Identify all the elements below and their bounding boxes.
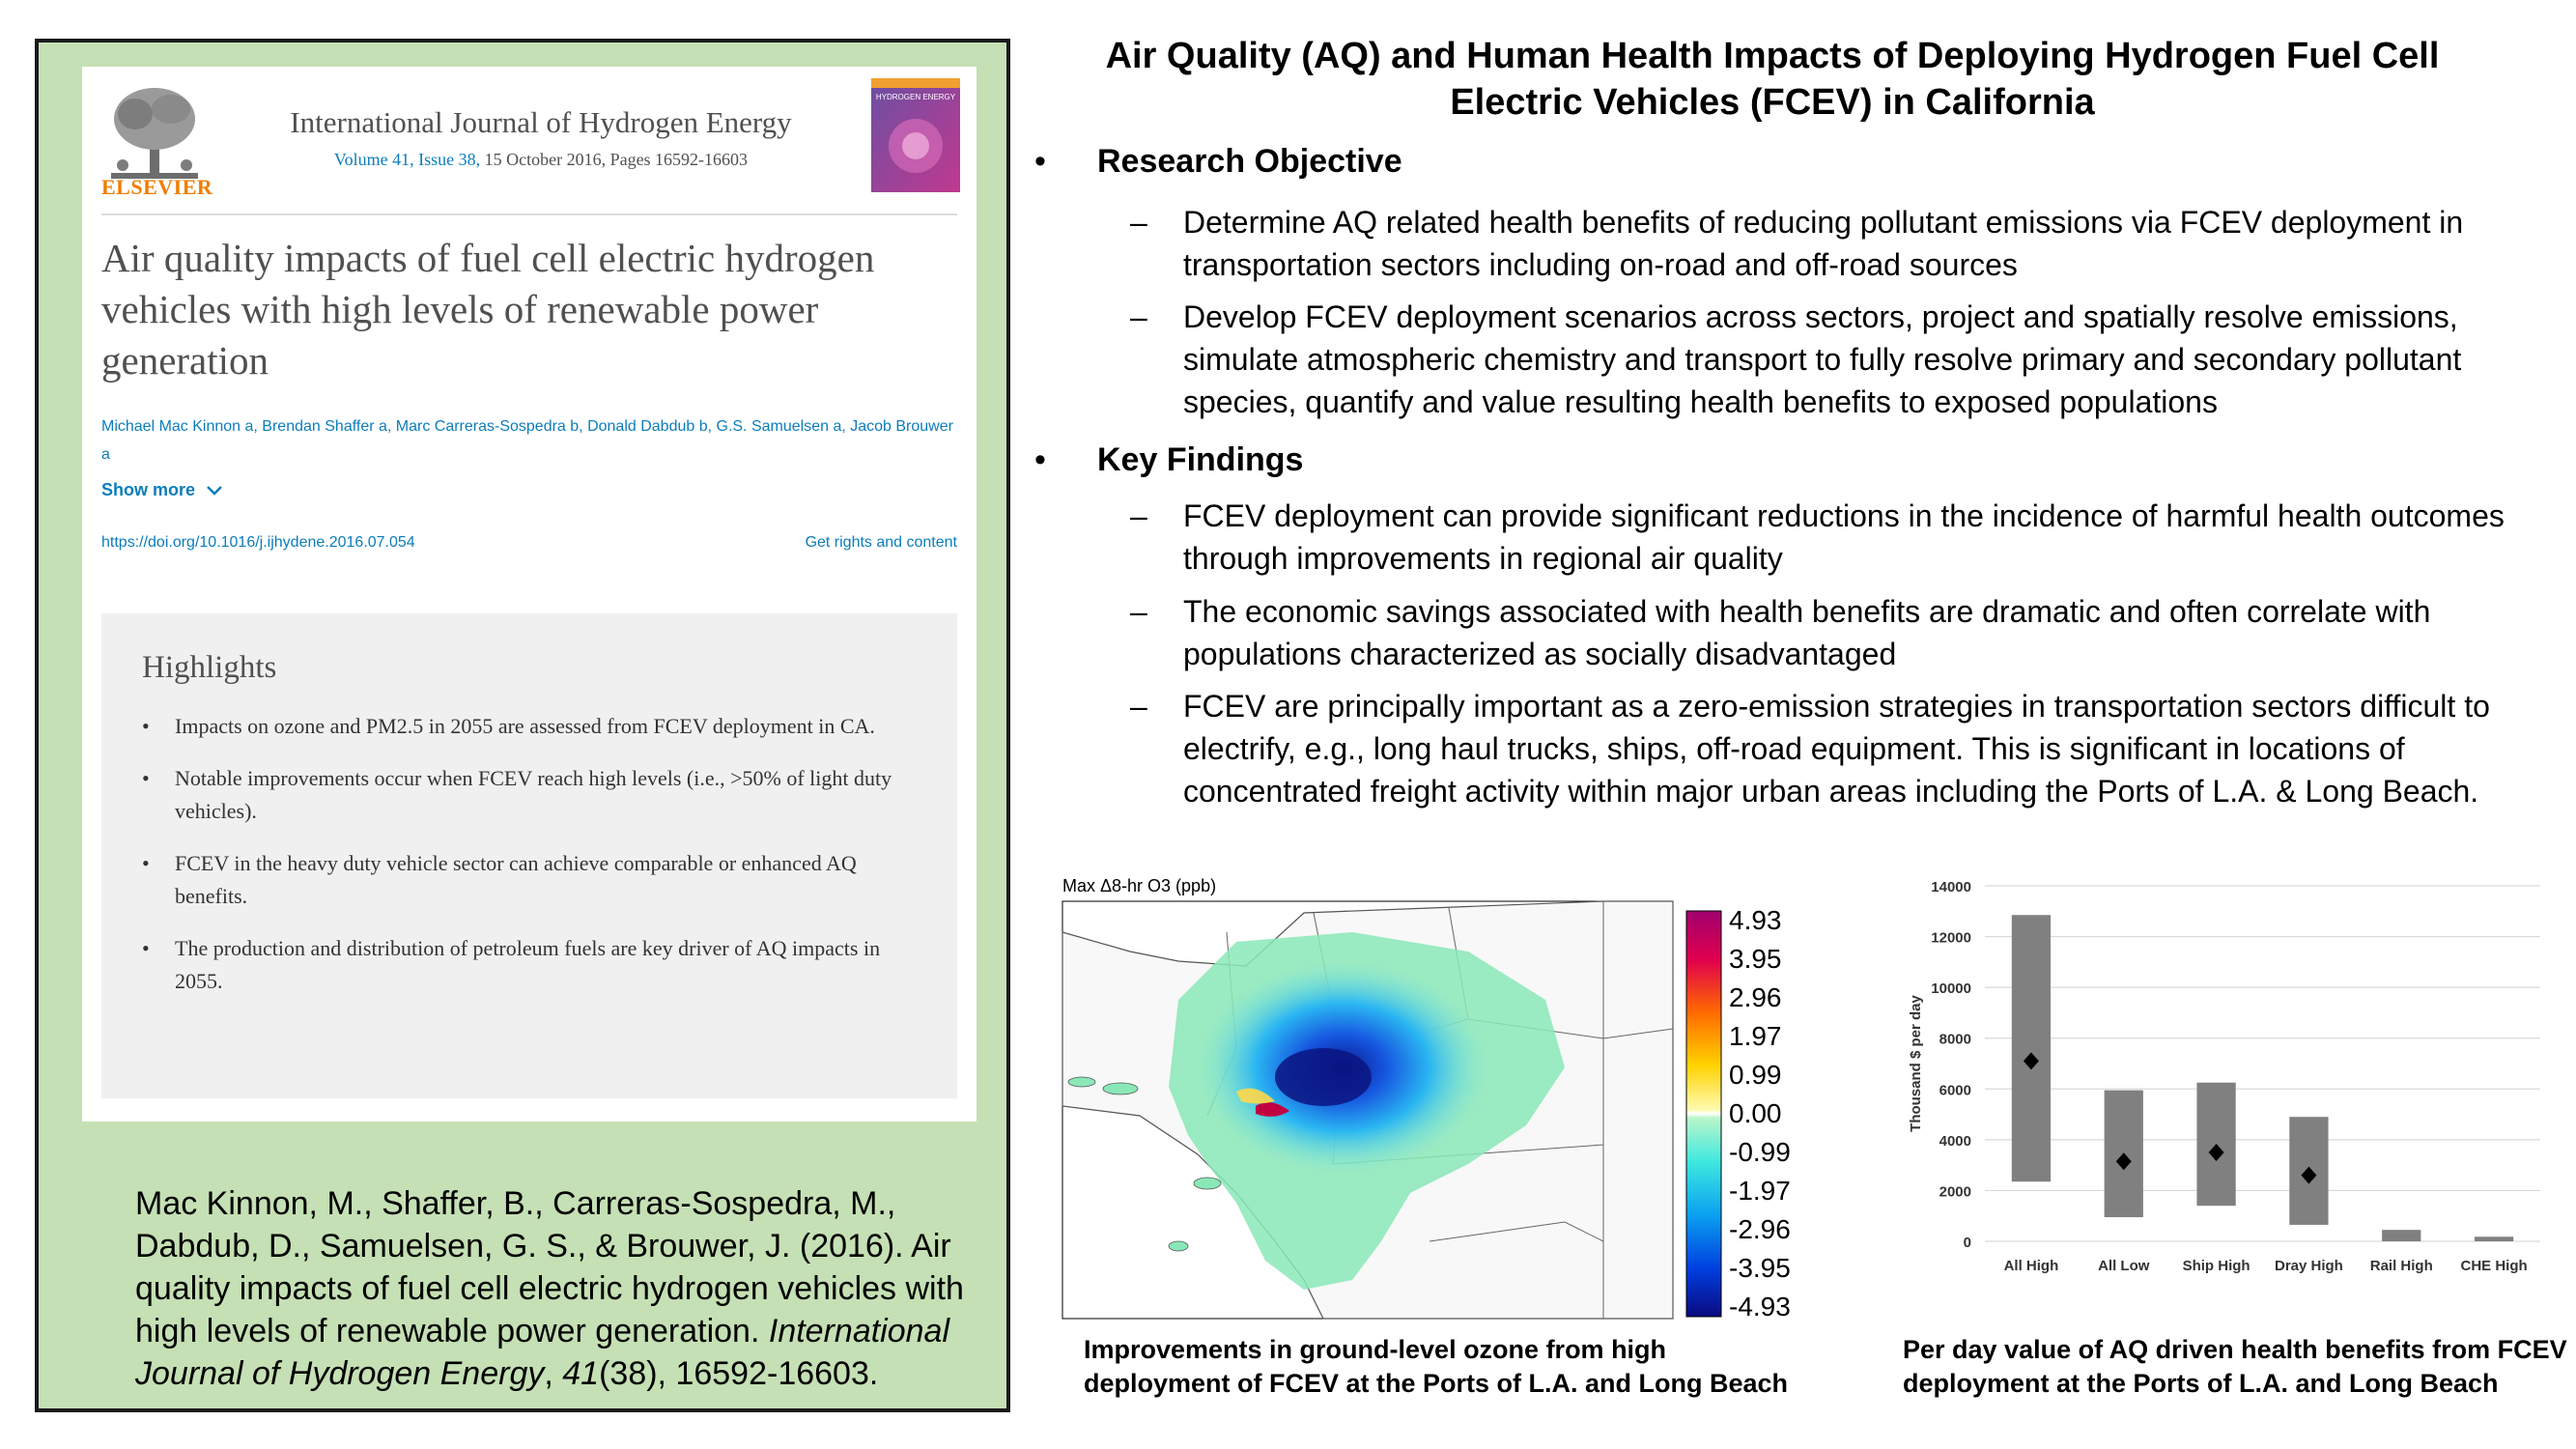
colorbar-tick-label: 0.00 xyxy=(1729,1098,1782,1128)
y-tick-label: 2000 xyxy=(1939,1183,1971,1201)
citation-text: Mac Kinnon, M., Shaffer, B., Carreras-Sospedra, M., Dabdub, D., Samuelsen, G. S., & Brouwer, J. (2016). Air quality impacts of fuel cell electric hydrogen vehicles with high levels of renewable power generation. International Journal of Hydrogen Energy, 41(38), 16592-16603. xyxy=(135,1185,964,1392)
show-more-button[interactable] xyxy=(101,480,223,500)
y-tick-label: 8000 xyxy=(1939,1031,1971,1048)
x-tick-label: Dray High xyxy=(2274,1258,2343,1274)
range-bar xyxy=(2382,1230,2420,1241)
elsevier-wordmark: ELSEVIER xyxy=(101,175,213,199)
dash-mark: – xyxy=(1130,594,1147,629)
y-tick-label: 10000 xyxy=(1931,980,1971,998)
journal-date-pages: 15 October 2016, Pages 16592-16603 xyxy=(484,150,749,169)
y-tick-label: 0 xyxy=(1963,1235,1971,1251)
highlight-item: • The production and distribution of petroleum fuels are key driver of AQ impacts in 2055. xyxy=(142,932,915,998)
doi-link[interactable]: https://doi.org/10.1016/j.ijhydene.2016.07.054 xyxy=(101,534,415,551)
objective-text: Determine AQ related health benefits of reducing pollutant emissions via FCEV deployment in transportation sectors including on-road and off-road sources xyxy=(1183,205,2464,282)
bar-chart-caption: Per day value of AQ driven health benefits from FCEV deployment at the Ports of L.A. and Long Beach xyxy=(1903,1335,2567,1398)
finding-text: The economic savings associated with health benefits are dramatic and often correlate with populations characterized as socially disadvantaged xyxy=(1183,594,2431,671)
journal-volume-link[interactable]: Volume 41, Issue 38, xyxy=(333,150,481,169)
island xyxy=(1169,1241,1188,1251)
research-objective-heading xyxy=(1034,143,1402,181)
elsevier-tree-logo xyxy=(101,80,208,186)
show-more-label: Show more xyxy=(101,480,196,499)
finding-item xyxy=(1130,685,2564,812)
highlights-heading: Highlights xyxy=(142,650,277,685)
header-divider xyxy=(101,213,957,215)
dash-mark: – xyxy=(1130,689,1147,724)
paper-screenshot xyxy=(82,67,977,1122)
y-tick-label: 12000 xyxy=(1931,929,1971,947)
highlights-box xyxy=(101,613,957,1098)
island xyxy=(1103,1083,1138,1094)
colorbar xyxy=(1686,911,1721,1317)
bullet-dot: • xyxy=(1034,441,1046,478)
island xyxy=(1194,1178,1221,1189)
finding-text: FCEV are principally important as a zero-emission strategies in transportation sectors difficult to electrify, e.g., long haul trucks, ships, off-road equipment. This is significant in locations of concentrated freight activity within major urban areas including the Ports of L.A. & Long Beach. xyxy=(1183,689,2490,809)
colorbar-tick-label: -0.99 xyxy=(1729,1137,1791,1167)
citation-volume: 41 xyxy=(562,1355,600,1392)
highlights-list xyxy=(142,710,915,1017)
reference-panel xyxy=(35,39,1010,1412)
y-axis-label: Thousand $ per day xyxy=(1908,995,1924,1132)
journal-cover-image xyxy=(871,78,960,192)
colorbar-tick-label: -2.96 xyxy=(1729,1214,1791,1244)
ozone-map-figure xyxy=(1062,874,1791,1321)
citation-journal: International Journal of Hydrogen Energy xyxy=(135,1313,950,1392)
objective-text: Develop FCEV deployment scenarios across sectors, project and spatially resolve emissions, simulate atmospheric chemistry and transport to fully resolve primary and secondary pollutant species, quantify and value resulting health benefits to exposed populations xyxy=(1183,299,2462,419)
highlight-item: • Notable improvements occur when FCEV reach high levels (i.e., >50% of light duty vehicles). xyxy=(142,762,915,828)
objective-item xyxy=(1130,201,2555,286)
colorbar-labels xyxy=(1729,905,1791,1321)
colorbar-tick-label: -4.93 xyxy=(1729,1292,1791,1321)
research-objective-label: Research Objective xyxy=(1097,143,1402,180)
range-bar xyxy=(2475,1236,2513,1241)
bullet-dot: • xyxy=(1034,143,1046,180)
y-tick-label: 6000 xyxy=(1939,1082,1971,1099)
colorbar-tick-label: 3.95 xyxy=(1729,944,1782,974)
x-tick-label: All Low xyxy=(2098,1258,2150,1274)
island xyxy=(1068,1077,1095,1087)
dash-mark: – xyxy=(1130,205,1147,240)
chevron-down-icon xyxy=(206,485,223,497)
colorbar-tick-label: -3.95 xyxy=(1729,1253,1791,1283)
poster-title: Air Quality (AQ) and Human Health Impacts of Deploying Hydrogen Fuel Cell Electric Vehicles (FCEV) in California xyxy=(1105,36,2440,123)
highlight-item: • FCEV in the heavy duty vehicle sector can achieve comparable or enhanced AQ benefits. xyxy=(142,847,915,913)
citation-issue-pages: (38), 16592-16603. xyxy=(599,1355,879,1392)
objective-item xyxy=(1130,296,2555,423)
dash-mark: – xyxy=(1130,299,1147,334)
journal-meta xyxy=(270,150,811,170)
citation-main: Mac Kinnon, M., Shaffer, B., Carreras-Sospedra, M., Dabdub, D., Samuelsen, G. S., & Brouwer, J. (2016). Air quality impacts of fuel cell electric hydrogen vehicles with high levels of renewable power generation. xyxy=(135,1185,964,1350)
journal-name[interactable]: International Journal of Hydrogen Energy xyxy=(290,105,792,139)
finding-text: FCEV deployment can provide significant reductions in the incidence of harmful health outcomes through improvements in regional air quality xyxy=(1183,498,2505,576)
rights-link[interactable]: Get rights and content xyxy=(805,534,957,551)
map-caption: Improvements in ground-level ozone from high deployment of FCEV at the Ports of L.A. and Long Beach xyxy=(1084,1335,1789,1398)
dash-mark: – xyxy=(1130,498,1147,533)
colorbar-tick-label: 1.97 xyxy=(1729,1021,1782,1051)
colorbar-tick-label: 2.96 xyxy=(1729,982,1782,1012)
x-tick-label: CHE High xyxy=(2460,1258,2528,1274)
x-tick-label: Ship High xyxy=(2182,1258,2250,1274)
y-tick-label: 4000 xyxy=(1939,1132,1971,1150)
range-bar xyxy=(2012,915,2051,1181)
colorbar-tick-label: 0.99 xyxy=(1729,1060,1782,1090)
ozone-reduction-peak xyxy=(1275,1048,1372,1106)
finding-item xyxy=(1130,495,2555,580)
y-tick-label: 14000 xyxy=(1931,879,1971,895)
colorbar-tick-label: -1.97 xyxy=(1729,1176,1791,1206)
finding-item xyxy=(1130,590,2555,675)
key-findings-heading xyxy=(1034,441,1304,479)
map-title: Max Δ8-hr O3 (ppb) xyxy=(1062,876,1217,895)
x-tick-label: Rail High xyxy=(2369,1258,2433,1274)
colorbar-tick-label: 4.93 xyxy=(1729,905,1782,935)
health-benefit-bar-chart xyxy=(1893,865,2560,1309)
key-findings-label: Key Findings xyxy=(1097,441,1304,478)
highlight-item: • Impacts on ozone and PM2.5 in 2055 are assessed from FCEV deployment in CA. xyxy=(142,710,915,743)
article-title: Air quality impacts of fuel cell electric hydrogen vehicles with high levels of renewable power generation xyxy=(101,236,875,383)
cover-text: HYDROGEN ENERGY xyxy=(875,93,956,101)
author-list[interactable]: Michael Mac Kinnon a, Brendan Shaffer a, Marc Carreras-Sospedra b, Donald Dabdub b, G.S. Samuelsen a, Jacob Brouwer a xyxy=(101,418,953,463)
x-tick-label: All High xyxy=(2003,1258,2059,1274)
